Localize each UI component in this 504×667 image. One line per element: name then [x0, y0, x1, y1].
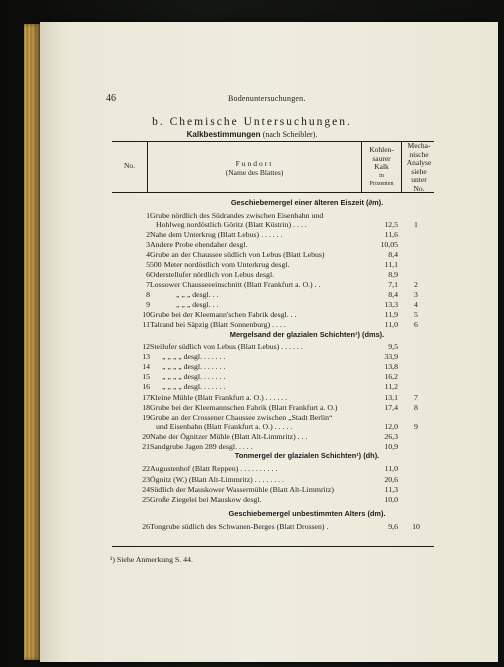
row-fundort: Tongrube südlich des Schwanen-Berges (Blatt Drossen) . [150, 522, 329, 531]
row-fundort-continuation: Hohlweg nordöstlich Göritz (Blatt Küstrin) . . . . [156, 220, 307, 229]
row-number: 8 [146, 290, 150, 299]
row-mech-ref: 10 [412, 522, 420, 531]
row-number: 20 [142, 432, 150, 441]
row-number: 9 [146, 300, 150, 309]
row-number: 23 [142, 475, 150, 484]
row-fundort: „ „ „ desgl. . . [176, 300, 219, 309]
row-number: 1 [146, 211, 150, 220]
row-kalk-value: 8,9 [388, 270, 398, 279]
row-kalk-value: 16,2 [384, 372, 398, 381]
row-kalk-value: 10,9 [384, 442, 398, 451]
row-kalk-value: 12,5 [384, 220, 398, 229]
table-row [112, 495, 422, 506]
row-fundort: „ „ „ desgl. . . [176, 290, 219, 299]
row-mech-ref: 3 [414, 290, 418, 299]
row-number: 26 [142, 522, 150, 531]
row-number: 16 [142, 382, 150, 391]
row-fundort: Grube bei der Kleemann'schen Fabrik desgl. . . [150, 310, 297, 319]
row-fundort: Grube an der Chaussee südlich von Lebus (Blatt Lebus) [150, 250, 325, 259]
subheading-geschiebemergel-aelter: Geschiebemergel einer älteren Eiszeit (∂m). [230, 198, 384, 207]
table-caption [0, 130, 504, 139]
row-kalk-value: 11,2 [384, 382, 398, 391]
subheading-mergelsand: Mergelsand der glazialen Schichten¹) (dms). [229, 330, 385, 339]
row-kalk-value: 20,6 [384, 475, 398, 484]
header-no: No. [123, 161, 136, 170]
row-number: 6 [146, 270, 150, 279]
row-fundort: Südlich der Mauskower Wassermühle (Blatt Alt-Limmritz) [150, 485, 334, 494]
row-kalk-value: 9,6 [388, 522, 398, 531]
row-fundort: Große Ziegelei bei Mauskow desgl. [150, 495, 262, 504]
row-number: 19 [142, 413, 150, 422]
row-mech-ref: 6 [414, 320, 418, 329]
row-fundort: „ „ „ „ desgl. . . . . . . [162, 382, 226, 391]
row-fundort: Sandgrube Jagen 289 desgl. . . . . [150, 442, 253, 451]
row-number: 3 [146, 240, 150, 249]
row-fundort: Grube bei der Kleemannschen Fabrik (Blatt Frankfurt a. O.) [150, 403, 338, 412]
row-number: 17 [142, 393, 150, 402]
row-number: 10 [142, 310, 150, 319]
row-number: 7 [146, 280, 150, 289]
row-mech-ref: 9 [414, 422, 418, 431]
row-kalk-value: 10,0 [384, 495, 398, 504]
row-kalk-value: 11,0 [384, 320, 398, 329]
table-row [112, 464, 422, 475]
row-number: 15 [142, 372, 150, 381]
header-fundort-line2: (Name des Blattes) [225, 167, 284, 177]
row-mech-ref: 5 [414, 310, 418, 319]
row-kalk-value: 7,1 [388, 280, 398, 289]
header-fundort [148, 160, 361, 177]
row-number: 21 [142, 442, 150, 451]
row-kalk-value: 11,9 [384, 310, 398, 319]
row-number: 11 [142, 320, 150, 329]
row-fundort: Augustenhof (Blatt Reppen) . . . . . . . . . . [150, 464, 278, 473]
row-kalk-value: 8,4 [388, 290, 398, 299]
table-row [112, 442, 422, 453]
table-row [112, 382, 422, 393]
row-number: 4 [146, 250, 150, 259]
row-fundort: Nahe dem Unterkrug (Blatt Lebus) . . . . . . [150, 230, 283, 239]
running-head: Bodenuntersuchungen. [228, 94, 306, 103]
row-kalk-value: 26,3 [384, 432, 398, 441]
table-header-rule [112, 192, 434, 193]
header-mech-line: siehe [411, 166, 427, 176]
row-fundort: Kleine Mühle (Blatt Frankfurt a. O.) . . . . . . [150, 393, 288, 402]
header-mech-line: No. [413, 183, 425, 193]
row-number: 13 [142, 352, 150, 361]
header-kalk-line: saurer [372, 153, 391, 163]
row-number: 2 [146, 230, 150, 239]
table-row [112, 320, 422, 331]
row-kalk-value: 33,9 [384, 352, 398, 361]
table-top-rule [112, 141, 434, 142]
row-mech-ref: 2 [414, 280, 418, 289]
page-number: 46 [106, 93, 116, 104]
header-kalk-line: Prozenten [369, 181, 394, 188]
table-row [112, 522, 422, 533]
row-number: 14 [142, 362, 150, 371]
row-fundort: Ögnitz (W.) (Blatt Alt-Limmritz) . . . . . . . . [150, 475, 284, 484]
row-fundort: Nahe der Ögnitzer Mühle (Blatt Alt-Limmritz) . . . [150, 432, 308, 441]
row-kalk-value: 13,8 [384, 362, 398, 371]
header-kalk-line: in [379, 172, 384, 179]
row-number: 24 [142, 485, 150, 494]
row-kalk-value: 11,6 [384, 230, 398, 239]
row-mech-ref: 4 [414, 300, 418, 309]
header-mech-line: unter [411, 175, 427, 185]
row-fundort: Oderstellufer nördlich von Lebus desgl. [150, 270, 275, 279]
row-kalk-value: 9,5 [388, 342, 398, 351]
header-kalk [362, 146, 401, 189]
row-number: 5 [146, 260, 150, 269]
table-caption-rest: (nach Scheibler). [262, 130, 318, 139]
row-kalk-value: 11,0 [384, 464, 398, 473]
row-fundort: „ „ „ „ desgl. . . . . . . [162, 362, 226, 371]
row-number: 12 [142, 342, 150, 351]
header-mechanische-analyse [402, 142, 436, 194]
row-mech-ref: 8 [414, 403, 418, 412]
header-mech-line: Analyse [406, 158, 432, 168]
row-fundort: Grube an der Crossener Chaussee zwischen „Stadt Berlin“ [150, 413, 333, 422]
header-kalk-line: Kalk [374, 162, 389, 172]
row-mech-ref: 1 [414, 220, 418, 229]
table-caption-bold: Kalkbestimmungen [186, 130, 261, 139]
row-fundort: „ „ „ „ desgl. . . . . . . [162, 372, 226, 381]
header-mech-line: Mecha- [407, 141, 431, 150]
row-kalk-value: 13,1 [384, 393, 398, 402]
row-kalk-value: 13,3 [384, 300, 398, 309]
row-fundort: Steilufer südlich von Lebus (Blatt Lebus) . . . . . . [150, 342, 303, 351]
row-fundort: Talrand bei Säpzig (Blatt Sonnenburg) . . . . [150, 320, 286, 329]
subheading-geschiebemergel-unbestimmt: Geschiebemergel unbestimmten Alters (dm). [228, 509, 386, 518]
row-fundort: Andere Probe ebendaher desgl. [150, 240, 248, 249]
row-kalk-value: 11,1 [384, 260, 398, 269]
row-fundort-continuation: und Eisenbahn (Blatt Frankfurt a. O.) . . . . . [156, 422, 293, 431]
row-number: 18 [142, 403, 150, 412]
header-fundort-line1: Fundort [235, 159, 274, 168]
row-kalk-value: 8,4 [388, 250, 398, 259]
header-kalk-line: Kohlen- [369, 145, 394, 154]
row-mech-ref: 7 [414, 393, 418, 402]
row-kalk-value: 17,4 [384, 403, 398, 412]
row-fundort: „ „ „ „ desgl. . . . . . . [162, 352, 226, 361]
row-kalk-value: 12,0 [384, 422, 398, 431]
row-number: 22 [142, 464, 150, 473]
section-title: b. Chemische Untersuchungen. [152, 116, 352, 128]
row-fundort: Grube nördlich des Südrandes zwischen Eisenbahn und [150, 211, 324, 220]
footnote: ¹) Siehe Anmerkung S. 44. [110, 555, 193, 564]
subheading-tonmergel: Tonmergel der glazialen Schichten¹) (dh). [234, 451, 380, 460]
header-mech-line: nische [409, 149, 429, 159]
row-kalk-value: 10,05 [380, 240, 398, 249]
row-fundort: 500 Meter nordöstlich vom Unterkrug desgl. [150, 260, 290, 269]
table-bottom-rule [112, 546, 434, 547]
row-number: 25 [142, 495, 150, 504]
row-fundort: Lossower Chausseeeinschnitt (Blatt Frankfurt a. O.) . . [150, 280, 321, 289]
row-kalk-value: 11,3 [384, 485, 398, 494]
